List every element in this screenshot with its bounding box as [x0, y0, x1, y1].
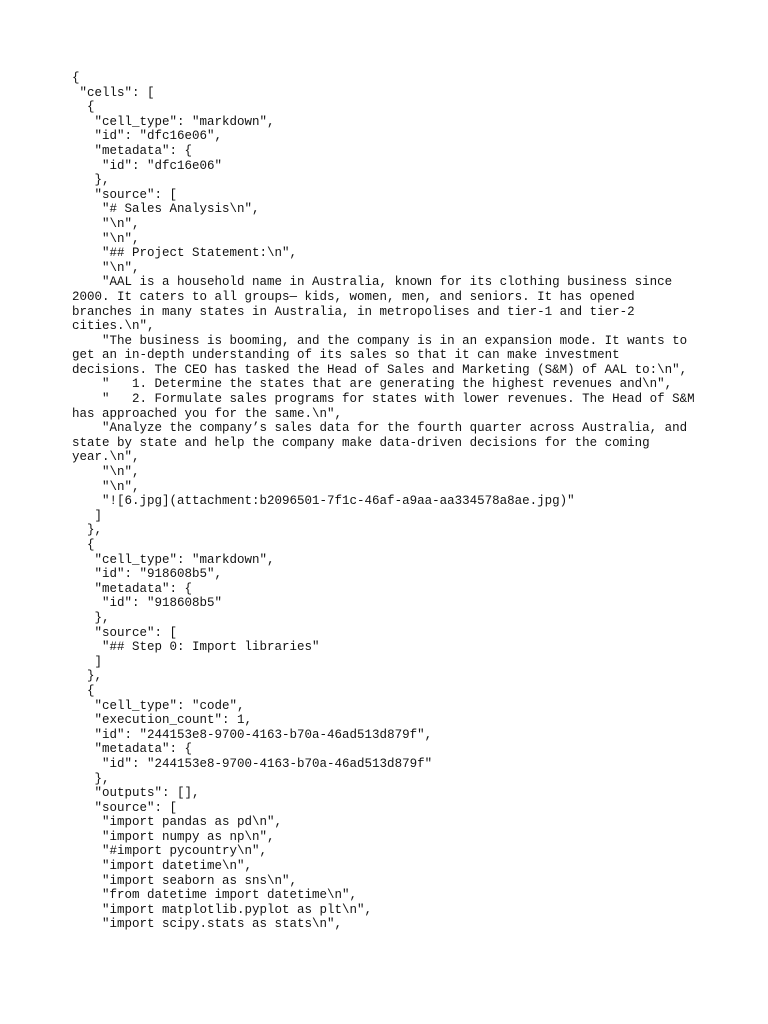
- text-line: "id": "dfc16e06": [72, 158, 223, 173]
- text-line: "outputs": [],: [72, 786, 200, 801]
- text-line: "## Project Statement:\n",: [72, 246, 298, 261]
- text-line: "\n",: [72, 260, 140, 275]
- text-line: branches in many states in Australia, in metropolises and tier-1 and tier-2: [72, 304, 635, 319]
- text-line: "id": "918608b5": [72, 596, 223, 611]
- text-line: "id": "244153e8-9700-4163-b70a-46ad513d879f": [72, 756, 433, 771]
- text-line: ]: [72, 654, 103, 669]
- text-line: 2000. It caters to all groups— kids, women, men, and seniors. It has opened: [72, 289, 635, 304]
- text-line: "source": [: [72, 625, 178, 640]
- text-line: has approached you for the same.\n",: [72, 406, 343, 421]
- text-line: "AAL is a household name in Australia, known for its clothing business since: [72, 275, 673, 290]
- text-line: " 2. Formulate sales programs for states with lower revenues. The Head of S&M: [72, 392, 695, 407]
- text-line: "\n",: [72, 216, 140, 231]
- text-line: "import seaborn as sns\n",: [72, 873, 298, 888]
- text-line: {: [72, 100, 95, 115]
- text-line: "id": "918608b5",: [72, 567, 223, 582]
- text-line: "# Sales Analysis\n",: [72, 202, 260, 217]
- text-line: " 1. Determine the states that are generating the highest revenues and\n",: [72, 377, 673, 392]
- text-line: "cells": [: [72, 85, 155, 100]
- text-line: "source": [: [72, 187, 178, 202]
- text-line: "id": "dfc16e06",: [72, 129, 223, 144]
- text-line: "\n",: [72, 465, 140, 480]
- text-line: cities.\n",: [72, 319, 155, 334]
- text-line: "cell_type": "markdown",: [72, 552, 275, 567]
- text-line: "\n",: [72, 231, 140, 246]
- text-line: "execution_count": 1,: [72, 713, 253, 728]
- text-line: "import numpy as np\n",: [72, 829, 275, 844]
- text-line: "## Step 0: Import libraries": [72, 640, 320, 655]
- text-line: "Analyze the company’s sales data for the fourth quarter across Australia, and: [72, 421, 688, 436]
- text-line: "![6.jpg](attachment:b2096501-7f1c-46af-a9aa-aa334578a8ae.jpg)": [72, 494, 575, 509]
- text-line: "from datetime import datetime\n",: [72, 888, 358, 903]
- text-line: "The business is booming, and the company is in an expansion mode. It wants to: [72, 333, 688, 348]
- text-line: },: [72, 523, 103, 538]
- text-line: ]: [72, 508, 103, 523]
- text-line: "metadata": {: [72, 581, 193, 596]
- text-line: "import matplotlib.pyplot as plt\n",: [72, 902, 373, 917]
- text-line: {: [72, 71, 80, 85]
- text-line: {: [72, 538, 95, 552]
- text-line: "metadata": {: [72, 742, 193, 757]
- text-line: },: [72, 771, 110, 786]
- text-line: "#import pycountry\n",: [72, 844, 268, 859]
- text-line: },: [72, 669, 103, 684]
- text-line: "cell_type": "code",: [72, 698, 245, 713]
- text-line: "import datetime\n",: [72, 859, 253, 874]
- code-listing: [72, 71, 712, 932]
- text-line: },: [72, 610, 110, 625]
- text-line: year.\n",: [72, 450, 140, 465]
- document-page: [72, 71, 712, 932]
- text-line: {: [72, 683, 95, 698]
- text-line: "import pandas as pd\n",: [72, 815, 283, 830]
- text-line: "metadata": {: [72, 143, 193, 158]
- text-line: "source": [: [72, 800, 178, 815]
- text-line: decisions. The CEO has tasked the Head of Sales and Marketing (S&M) of AAL to:\n",: [72, 362, 688, 377]
- text-line: },: [72, 173, 110, 188]
- text-line: "\n",: [72, 479, 140, 494]
- text-line: "cell_type": "markdown",: [72, 114, 275, 129]
- text-line: state by state and help the company make data-driven decisions for the coming: [72, 435, 650, 450]
- text-line: get an in-depth understanding of its sales so that it can make investment: [72, 348, 620, 363]
- text-line: "import scipy.stats as stats\n",: [72, 917, 343, 932]
- text-line: "id": "244153e8-9700-4163-b70a-46ad513d879f",: [72, 727, 433, 742]
